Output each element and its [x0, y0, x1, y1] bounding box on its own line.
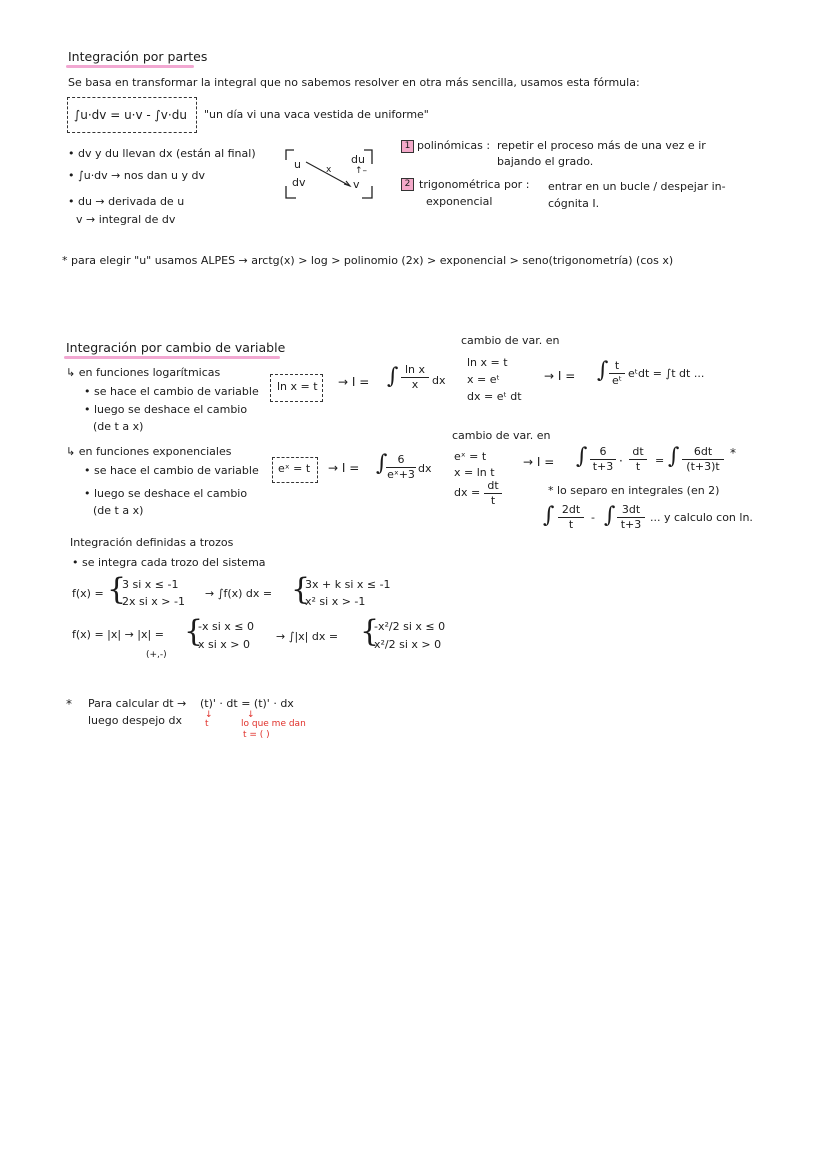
parts-intro: Se basa en transformar la integral que no sabemos resolver en otra más sencilla, usamos esta fórmula:	[68, 76, 640, 89]
right-log-num: t	[614, 359, 620, 372]
right-exp-f3	[682, 446, 724, 473]
exp-bullet-3: (de t a x)	[93, 504, 144, 517]
right-exp-note: * lo separo en integrales (en 2)	[548, 484, 720, 497]
parts-bullet-2: • ∫u·dv → nos dan u y dv	[68, 169, 205, 182]
right-exp-g2-den: t+3	[620, 518, 642, 531]
exp-change: eˣ = t	[278, 462, 311, 475]
exp-fraction	[386, 454, 416, 481]
log-bullet-2: • luego se deshace el cambio	[84, 403, 248, 416]
parts-bullet-3: • du → derivada de u	[68, 195, 185, 208]
parts-bullet-4: v → integral de dv	[76, 213, 176, 226]
note-line-1: Para calcular dt →	[88, 697, 187, 710]
note-sub-2: lo que me dan	[241, 719, 306, 729]
log-dx: dx	[432, 374, 446, 387]
right-log-l1: ln x = t	[467, 356, 508, 369]
case-1-label: polinómicas :	[417, 139, 491, 152]
right-exp-g1-den: t	[568, 518, 574, 531]
right-exp-f3-den: (t+3)t	[686, 460, 720, 473]
diagram-arrow-sign: ↑–	[355, 166, 368, 176]
right-log-l3: dx = eᵗ dt	[467, 390, 522, 403]
alpes-rule: * para elegir "u" usamos ALPES → arctg(x) > log > polinomio (2x) > exponencial > seno(trigonometría) (cos x)	[62, 254, 674, 267]
integral-sign: ∫	[604, 503, 616, 528]
right-exp-tail: ... y calculo con ln.	[650, 511, 753, 524]
f1-case-2: 2x si x > -1	[122, 595, 185, 608]
exp-bullet-2: • luego se deshace el cambio	[84, 487, 248, 500]
right-exp-eq: =	[655, 454, 665, 467]
right-exp-g2	[617, 504, 645, 531]
right-log-rest: eᵗdt = ∫t dt ...	[628, 367, 705, 380]
log-bullet-3: (de t a x)	[93, 420, 144, 433]
diagram-du: du	[351, 153, 365, 166]
f1-mid: → ∫f(x) dx =	[205, 587, 273, 600]
f1-case-1: 3 si x ≤ -1	[122, 578, 179, 591]
note-sub-3: t = ( )	[243, 730, 270, 740]
integral-sign: ∫	[387, 364, 399, 389]
exp-bullet-1: • se hace el cambio de variable	[84, 464, 259, 477]
exp-dx: dx	[418, 462, 432, 475]
case-2-desc-2: cógnita I.	[548, 197, 600, 210]
brace: {	[291, 572, 311, 607]
right-exp-I: → I =	[523, 455, 555, 469]
trozos-intro: • se integra cada trozo del sistema	[72, 556, 266, 569]
right-exp-f1-num: 6	[599, 445, 607, 458]
right-log-den: eᵗ	[611, 374, 622, 387]
f2-result-2: x²/2 si x > 0	[374, 638, 442, 651]
f2-result-1: -x²/2 si x ≤ 0	[374, 620, 446, 633]
case-1-badge: 1	[401, 140, 414, 153]
right-exp-heading: cambio de var. en	[452, 429, 551, 442]
diagram-x: x	[326, 165, 332, 175]
integral-sign: ∫	[597, 358, 609, 383]
right-exp-l3: dx =	[454, 486, 481, 499]
f2-mid: → ∫|x| dx =	[276, 630, 339, 643]
log-change: ln x = t	[277, 380, 318, 393]
trozos-title: Integración definidas a trozos	[70, 536, 234, 549]
right-exp-f1	[590, 446, 616, 473]
right-exp-l2: x = ln t	[454, 466, 495, 479]
right-exp-dx-fraction	[484, 480, 502, 507]
note-sub-1: t	[205, 719, 209, 729]
title-highlight	[64, 356, 280, 359]
exp-fraction-num: 6	[397, 453, 405, 466]
right-exp-f2	[629, 446, 647, 473]
parts-bullet-1: • dv y du llevan dx (están al final)	[68, 147, 256, 160]
case-2-label-2: exponencial	[426, 195, 493, 208]
right-log-l2: x = eᵗ	[467, 373, 500, 386]
note-arrow: ↓	[205, 710, 213, 720]
note-equation: (t)' · dt = (t)' · dx	[200, 697, 294, 710]
note-arrow: ↓	[247, 710, 255, 720]
f1-result-2: x² si x > -1	[305, 595, 366, 608]
case-2-badge: 2	[401, 178, 414, 191]
note-star: *	[66, 697, 72, 711]
f2-case-2: x si x > 0	[198, 638, 251, 651]
right-log-heading: cambio de var. en	[461, 334, 560, 347]
right-exp-g1	[558, 504, 584, 531]
note-line-2: luego despejo dx	[88, 714, 183, 727]
brace: {	[107, 572, 127, 607]
integral-sign: ∫	[543, 503, 555, 528]
diagram-dv: dv	[292, 176, 306, 189]
dot: ·	[619, 454, 623, 468]
log-fraction	[401, 364, 429, 391]
f2-sign: (+,-)	[146, 650, 167, 660]
integral-sign: ∫	[668, 444, 680, 469]
f1-result-1: 3x + k si x ≤ -1	[305, 578, 391, 591]
right-exp-f2-num: dt	[632, 445, 644, 458]
right-exp-minus: -	[591, 511, 595, 524]
integral-sign: ∫	[576, 444, 588, 469]
exp-I: → I =	[328, 461, 360, 475]
integral-sign: ∫	[376, 451, 388, 476]
case-1-desc-2: bajando el grado.	[497, 155, 594, 168]
right-exp-dx-den: t	[490, 494, 496, 507]
right-log-I: → I =	[544, 369, 576, 383]
brace: {	[184, 614, 204, 649]
right-exp-g1-num: 2dt	[561, 503, 581, 516]
log-bullet-1: • se hace el cambio de variable	[84, 385, 259, 398]
log-fraction-den: x	[411, 378, 419, 391]
diagram-u: u	[294, 158, 301, 171]
right-exp-f2-den: t	[635, 460, 641, 473]
right-exp-star: *	[730, 446, 736, 460]
brace: {	[360, 614, 380, 649]
right-exp-dx-num: dt	[487, 479, 499, 492]
log-fraction-num: ln x	[404, 363, 426, 376]
f2-lhs: f(x) = |x| → |x| =	[72, 628, 164, 641]
log-I: → I =	[338, 375, 370, 389]
diagram-v: v	[353, 178, 360, 191]
parts-mnemonic: "un día vi una vaca vestida de uniforme"	[204, 108, 429, 121]
case-2-desc-1: entrar en un bucle / despejar in-	[548, 180, 726, 193]
exp-heading: ↳ en funciones exponenciales	[66, 445, 232, 458]
parts-title: Integración por partes	[68, 49, 208, 64]
right-exp-f3-num: 6dt	[693, 445, 713, 458]
case-2-label: trigonométrica por :	[419, 178, 530, 191]
right-exp-l1: eˣ = t	[454, 450, 487, 463]
right-exp-g2-num: 3dt	[621, 503, 641, 516]
title-highlight	[66, 65, 194, 68]
exp-fraction-den: eˣ+3	[387, 468, 415, 481]
f1-lhs: f(x) =	[72, 587, 104, 600]
parts-formula: ∫u·dv = u·v - ∫v·du	[74, 108, 187, 122]
cambio-title: Integración por cambio de variable	[66, 340, 286, 355]
uv-diagram	[280, 146, 390, 202]
right-log-fraction	[609, 360, 625, 387]
right-exp-f1-den: t+3	[592, 460, 614, 473]
log-heading: ↳ en funciones logarítmicas	[66, 366, 221, 379]
f2-case-1: -x si x ≤ 0	[198, 620, 254, 633]
case-1-desc-1: repetir el proceso más de una vez e ir	[497, 139, 706, 152]
